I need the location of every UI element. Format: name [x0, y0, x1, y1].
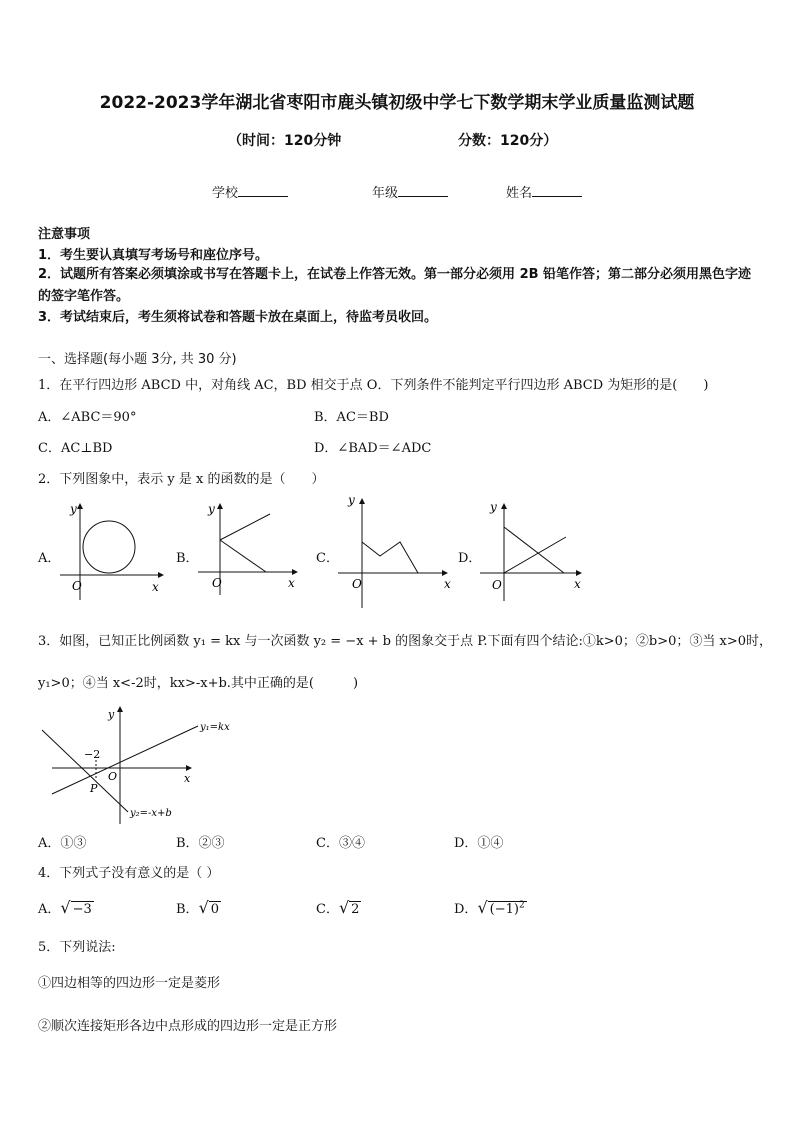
y-label: y	[208, 502, 215, 516]
radical-icon: √	[477, 898, 488, 917]
radical-icon: √	[198, 898, 209, 917]
line-y2-label: y₂=-x+b	[130, 808, 172, 819]
x-label: x	[444, 577, 451, 591]
q3-stem-line2: y₁>0；④当 x<-2时，kx>-x+b.其中正确的是( )	[38, 676, 359, 691]
name-field[interactable]	[506, 182, 582, 201]
q2-option-d-label[interactable]: D．	[458, 551, 482, 566]
q3-option-d[interactable]: D．①④	[454, 836, 504, 851]
x-axis-arrow	[442, 570, 448, 576]
q4-option-d-radicand	[488, 901, 527, 917]
circle-curve	[83, 521, 135, 573]
x-axis-arrow	[292, 569, 298, 575]
origin-label: O	[212, 576, 222, 590]
point-p-label: P	[90, 782, 98, 795]
notice-heading: 注意事项	[38, 227, 91, 242]
exam-time: （时间：120分钟	[228, 133, 342, 149]
q3-stem-line1: 3．如图，已知正比例函数 y₁ = kx 与一次函数 y₂ = −x + b 的图象交于点 P.下面有四个结论:①k>0；②b>0；③当 x>0时，	[38, 634, 773, 649]
y-axis-arrow	[501, 503, 507, 509]
q1-option-c[interactable]: C．AC⊥BD	[38, 441, 113, 456]
q4-option-a-label: A．	[38, 902, 61, 917]
q4-option-c-radicand: 2	[351, 902, 360, 917]
q5-statement-1	[38, 972, 220, 991]
polyline-curve	[362, 542, 418, 573]
notice-item-1: 1．考生要认真填写考场号和座位序号。	[38, 248, 269, 263]
q1-option-b[interactable]: B．AC＝BD	[314, 410, 389, 425]
q4-option-b-radicand: 0	[210, 902, 220, 917]
y-axis-arrow	[359, 498, 365, 504]
notice-item-3: 3．考试结束后，考生须将试卷和答题卡放在桌面上，待监考员收回。	[38, 310, 438, 325]
x-label: x	[574, 577, 581, 591]
y-axis-arrow	[117, 706, 123, 712]
q4-option-b-label: B．	[176, 902, 199, 917]
y-label: y	[108, 708, 115, 721]
section-heading: 一、选择题(每小题 3分, 共 30 分)	[38, 352, 237, 367]
line-y1-label: y₁=kx	[200, 722, 230, 733]
x-axis-arrow	[576, 570, 582, 576]
grade-label: 年级	[372, 186, 399, 201]
q2-option-c-label[interactable]: C．	[316, 551, 339, 566]
exam-score: 分数：120分）	[458, 133, 558, 149]
grade-field[interactable]	[372, 182, 448, 201]
q2-option-b-label[interactable]: B．	[176, 551, 199, 566]
y-label: y	[490, 500, 497, 514]
school-label: 学校	[212, 186, 239, 201]
x-label: x	[152, 580, 159, 594]
q5-statement-2-mark: ②	[38, 1019, 52, 1034]
x-axis-arrow	[158, 572, 164, 578]
name-blank[interactable]	[532, 184, 582, 197]
q5-statement-1-text: 四边相等的四边形一定是菱形	[51, 976, 221, 991]
q2-graph-d	[478, 495, 590, 605]
q3-graph	[38, 700, 238, 828]
school-blank[interactable]	[238, 184, 288, 197]
q3-option-c[interactable]: C．③④	[316, 836, 365, 851]
origin-label: O	[72, 579, 82, 593]
q4-option-d-label: D．	[454, 902, 478, 917]
x-axis-arrow	[186, 765, 192, 771]
notice-item-2: 2．试题所有答案必须填涂或书写在答题卡上，在试卷上作答无效。第一部分必须用 2B 铅笔作答；第二部分必须用黑色字迹的签字笔作答。	[38, 267, 752, 304]
q1-stem: 1．在平行四边形 ABCD 中，对角线 AC，BD 相交于点 O．下列条件不能判定平行四边形 ABCD 为矩形的是( )	[38, 378, 709, 393]
y-label: y	[70, 502, 77, 516]
q4-option-c-label: C．	[316, 902, 339, 917]
tick-minus-2: −2	[84, 748, 101, 761]
q3-option-b[interactable]: B．②③	[176, 836, 225, 851]
q4-option-d-exponent: 2	[518, 900, 525, 911]
q4-option-c[interactable]	[316, 898, 361, 917]
q2-option-a-label[interactable]: A．	[38, 551, 61, 566]
q1-option-a[interactable]: A．∠ABC＝90°	[38, 410, 137, 425]
q5-statement-2	[38, 1015, 337, 1034]
upper-branch	[220, 514, 270, 540]
page-title: 2022-2023学年湖北省枣阳市鹿头镇初级中学七下数学期末学业质量监测试题	[99, 93, 695, 113]
x-label: x	[184, 772, 191, 785]
x-label: x	[288, 576, 295, 590]
q4-option-a-radicand: −3	[72, 902, 92, 917]
q2-graph-c	[336, 488, 456, 610]
radical-icon: √	[60, 898, 71, 917]
q3-option-a[interactable]: A．①③	[38, 836, 87, 851]
q2-graph-a	[58, 495, 168, 605]
radical-icon: √	[338, 898, 350, 917]
q4-stem: 4．下列式子没有意义的是（ ）	[38, 866, 220, 881]
y-axis-arrow	[217, 503, 223, 509]
y-axis-arrow	[77, 503, 83, 509]
q4-option-a[interactable]	[38, 898, 94, 917]
school-field[interactable]	[212, 182, 288, 201]
q5-statement-2-text: 顺次连接矩形各边中点形成的四边形一定是正方形	[51, 1019, 338, 1034]
q5-stem: 5．下列说法:	[38, 940, 116, 955]
lower-branch	[220, 540, 266, 572]
q4-option-d[interactable]	[454, 898, 527, 917]
name-label: 姓名	[506, 186, 533, 201]
grade-blank[interactable]	[398, 184, 448, 197]
q2-graph-b	[196, 495, 306, 605]
origin-label: O	[492, 578, 502, 592]
origin-label: O	[352, 577, 362, 591]
q5-statement-1-mark: ①	[38, 976, 52, 991]
origin-label: O	[108, 770, 118, 783]
descending-line	[504, 527, 564, 573]
q1-option-d[interactable]: D．∠BAD＝∠ADC	[314, 441, 432, 456]
q2-stem: 2．下列图象中，表示 y 是 x 的函数的是（ ）	[38, 472, 325, 487]
q4-option-d-base: (−1)	[489, 902, 519, 917]
y-label: y	[348, 493, 355, 507]
q4-option-b[interactable]	[176, 898, 221, 917]
